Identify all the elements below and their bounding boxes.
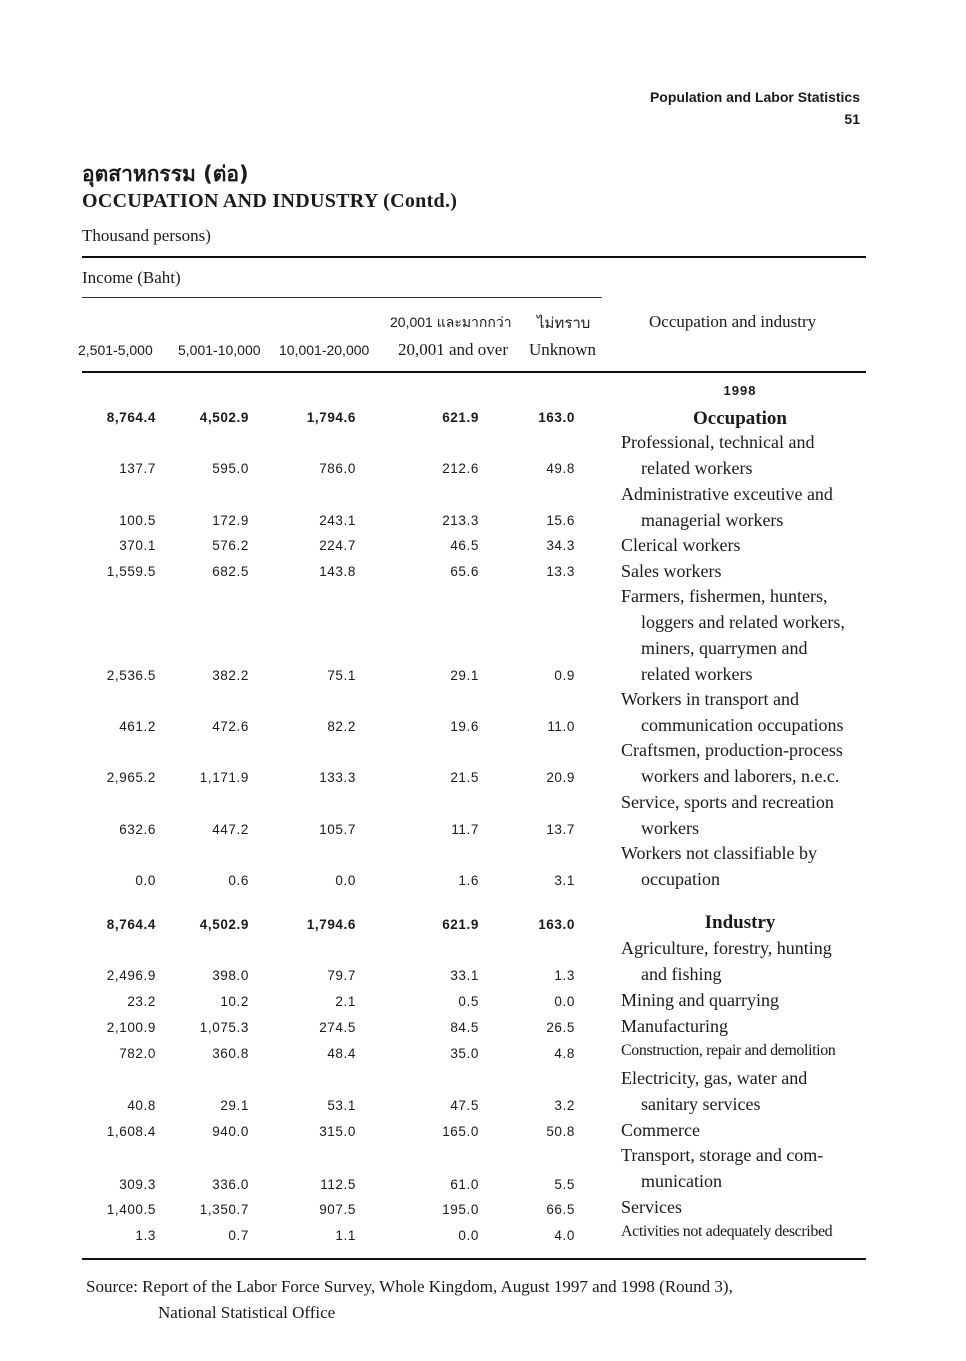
cell-industry_total-4: 163.0 [538,917,575,932]
cell-clerical-1: 576.2 [212,538,249,553]
top-rule [82,256,866,258]
cell-services-4: 66.5 [546,1202,575,1217]
cell-activities-0: 1.3 [135,1228,156,1243]
cell-transport_workers-2: 82.2 [327,719,356,734]
row-label-service_workers-line-2: workers [641,818,699,838]
cell-sales-4: 13.3 [546,564,575,579]
cell-occupation_total-1: 4,502.9 [199,410,249,425]
row-label-transport_industry-line-1: Transport, storage and com- [621,1145,824,1165]
cell-electricity-0: 40.8 [127,1098,156,1113]
cell-administrative-1: 172.9 [212,513,249,528]
col-header-thai-over: 20,001 และมากกว่า [390,314,512,330]
row-label-activities: Activities not adequately described [621,1223,833,1240]
cell-occupation_total-4: 163.0 [538,410,575,425]
col-header-5001-10000: 5,001-10,000 [178,342,261,358]
cell-transport_industry-4: 5.5 [554,1177,575,1192]
row-label-farmers-line-2: loggers and related workers, [641,612,845,632]
row-label-commerce: Commerce [621,1120,700,1140]
cell-clerical-3: 46.5 [450,538,479,553]
cell-farmers-4: 0.9 [554,668,575,683]
cell-sales-0: 1,559.5 [106,564,156,579]
cell-manufacturing-3: 84.5 [450,1020,479,1035]
cell-transport_workers-1: 472.6 [212,719,249,734]
income-rule [82,297,602,298]
cell-manufacturing-0: 2,100.9 [106,1020,156,1035]
row-label-professional-line-2: related workers [641,458,753,478]
cell-electricity-4: 3.2 [554,1098,575,1113]
row-label-construction: Construction, repair and demolition [621,1042,836,1059]
cell-activities-4: 4.0 [554,1228,575,1243]
cell-industry_total-1: 4,502.9 [199,917,249,932]
page-header [650,86,860,130]
cell-activities-1: 0.7 [228,1228,249,1243]
row-label-clerical: Clerical workers [621,535,741,555]
cell-administrative-2: 243.1 [319,513,356,528]
row-label-not_classifiable-line-2: occupation [641,869,720,889]
row-label-transport_workers-line-2: communication occupations [641,715,844,735]
cell-services-1: 1,350.7 [199,1202,249,1217]
cell-occupation_total-3: 621.9 [442,410,479,425]
cell-electricity-2: 53.1 [327,1098,356,1113]
label-column-header: Occupation and industry [649,312,817,331]
table-title-thai: อุตสาหกรรม (ต่อ) [82,162,249,186]
row-label-electricity-line-1: Electricity, gas, water and [621,1068,808,1088]
cell-farmers-0: 2,536.5 [106,668,156,683]
cell-craftsmen-4: 20.9 [546,770,575,785]
cell-craftsmen-3: 21.5 [450,770,479,785]
cell-farmers-1: 382.2 [212,668,249,683]
page-number: 51 [844,111,860,127]
cell-professional-2: 786.0 [319,461,356,476]
cell-construction-2: 48.4 [327,1046,356,1061]
row-label-craftsmen-line-2: workers and laborers, n.e.c. [641,766,840,786]
col-header-thai-unknown: ไม่ทราบ [537,314,591,332]
row-label-sales: Sales workers [621,561,722,581]
cell-mining-2: 2.1 [335,994,356,1009]
cell-activities-3: 0.0 [458,1228,479,1243]
cell-professional-1: 595.0 [212,461,249,476]
row-label-mining: Mining and quarrying [621,990,779,1010]
cell-administrative-4: 15.6 [546,513,575,528]
table-title: OCCUPATION AND INDUSTRY (Contd.) [82,190,458,212]
cell-transport_industry-3: 61.0 [450,1177,479,1192]
row-label-administrative-line-1: Administrative exceutive and [621,484,833,504]
cell-manufacturing-4: 26.5 [546,1020,575,1035]
col-header-10001-20000: 10,001-20,000 [279,342,370,358]
cell-manufacturing-1: 1,075.3 [199,1020,249,1035]
cell-occupation_total-2: 1,794.6 [306,410,356,425]
cell-industry_total-3: 621.9 [442,917,479,932]
header-rule [82,371,866,373]
cell-mining-1: 10.2 [220,994,249,1009]
row-label-not_classifiable-line-1: Workers not classifiable by [621,843,817,863]
cell-industry_total-0: 8,764.4 [106,917,156,932]
cell-service_workers-2: 105.7 [319,822,356,837]
cell-transport_industry-0: 309.3 [119,1177,156,1192]
cell-not_classifiable-4: 3.1 [554,873,575,888]
cell-mining-3: 0.5 [458,994,479,1009]
row-label-manufacturing: Manufacturing [621,1016,728,1036]
cell-agriculture-3: 33.1 [450,968,479,983]
cell-agriculture-0: 2,496.9 [106,968,156,983]
bottom-rule [82,1258,866,1260]
row-label-service_workers-line-1: Service, sports and recreation [621,792,834,812]
cell-commerce-3: 165.0 [442,1124,479,1139]
cell-commerce-4: 50.8 [546,1124,575,1139]
cell-sales-2: 143.8 [319,564,356,579]
cell-transport_workers-0: 461.2 [119,719,156,734]
cell-service_workers-0: 632.6 [119,822,156,837]
running-title: Population and Labor Statistics [649,89,860,105]
row-label-farmers-line-3: miners, quarrymen and [641,638,808,658]
source-line-2: National Statistical Office [158,1303,336,1322]
cell-clerical-0: 370.1 [119,538,156,553]
cell-agriculture-4: 1.3 [554,968,575,983]
section-occupation: Occupation [693,408,787,429]
cell-commerce-1: 940.0 [212,1124,249,1139]
row-label-farmers-line-1: Farmers, fishermen, hunters, [621,586,828,606]
cell-industry_total-2: 1,794.6 [306,917,356,932]
cell-construction-0: 782.0 [119,1046,156,1061]
cell-not_classifiable-2: 0.0 [335,873,356,888]
cell-mining-0: 23.2 [127,994,156,1009]
row-label-electricity-line-2: sanitary services [641,1094,761,1114]
cell-transport_workers-3: 19.6 [450,719,479,734]
cell-commerce-0: 1,608.4 [106,1124,156,1139]
cell-mining-4: 0.0 [554,994,575,1009]
row-label-professional-line-1: Professional, technical and [621,432,815,452]
cell-clerical-4: 34.3 [546,538,575,553]
cell-craftsmen-0: 2,965.2 [106,770,156,785]
cell-construction-1: 360.8 [212,1046,249,1061]
cell-craftsmen-1: 1,171.9 [199,770,249,785]
cell-sales-1: 682.5 [212,564,249,579]
cell-transport_workers-4: 11.0 [547,719,575,734]
cell-manufacturing-2: 274.5 [319,1020,356,1035]
cell-farmers-3: 29.1 [450,668,479,683]
cell-construction-3: 35.0 [450,1046,479,1061]
row-label-transport_workers-line-1: Workers in transport and [621,689,800,709]
year-label: 1998 [723,383,757,398]
cell-agriculture-2: 79.7 [327,968,356,983]
row-label-agriculture-line-2: and fishing [641,964,722,984]
cell-commerce-2: 315.0 [319,1124,356,1139]
income-label: Income (Baht) [82,268,181,287]
units-note: Thousand persons) [82,226,211,245]
cell-service_workers-4: 13.7 [546,822,575,837]
row-label-transport_industry-line-2: munication [641,1171,722,1191]
cell-sales-3: 65.6 [450,564,479,579]
section-industry: Industry [704,912,776,933]
cell-electricity-3: 47.5 [450,1098,479,1113]
cell-craftsmen-2: 133.3 [319,770,356,785]
col-header-2501-5000: 2,501-5,000 [78,342,153,358]
row-label-agriculture-line-1: Agriculture, forestry, hunting [621,938,832,958]
cell-not_classifiable-0: 0.0 [135,873,156,888]
cell-professional-4: 49.8 [546,461,575,476]
row-label-craftsmen-line-1: Craftsmen, production-process [621,740,843,760]
row-label-farmers-line-4: related workers [641,664,753,684]
cell-service_workers-1: 447.2 [212,822,249,837]
row-label-administrative-line-2: managerial workers [641,510,784,530]
cell-administrative-0: 100.5 [119,513,156,528]
cell-administrative-3: 213.3 [442,513,479,528]
cell-construction-4: 4.8 [554,1046,575,1061]
cell-clerical-2: 224.7 [319,538,356,553]
source-note [86,1274,733,1326]
cell-service_workers-3: 11.7 [451,822,479,837]
cell-not_classifiable-1: 0.6 [228,873,249,888]
cell-professional-3: 212.6 [442,461,479,476]
col-header-unknown: Unknown [529,340,597,359]
cell-services-0: 1,400.5 [106,1202,156,1217]
cell-electricity-1: 29.1 [220,1098,249,1113]
cell-occupation_total-0: 8,764.4 [106,410,156,425]
cell-not_classifiable-3: 1.6 [458,873,479,888]
row-label-services: Services [621,1197,682,1217]
cell-activities-2: 1.1 [335,1228,356,1243]
cell-farmers-2: 75.1 [327,668,356,683]
cell-transport_industry-2: 112.5 [320,1177,356,1192]
source-line-1: Source: Report of the Labor Force Survey, Whole Kingdom, August 1997 and 1998 (Round 3), [86,1277,733,1296]
cell-services-2: 907.5 [319,1202,356,1217]
cell-agriculture-1: 398.0 [212,968,249,983]
cell-professional-0: 137.7 [119,461,156,476]
col-header-20001-over: 20,001 and over [398,340,509,359]
cell-services-3: 195.0 [442,1202,479,1217]
cell-transport_industry-1: 336.0 [212,1177,249,1192]
